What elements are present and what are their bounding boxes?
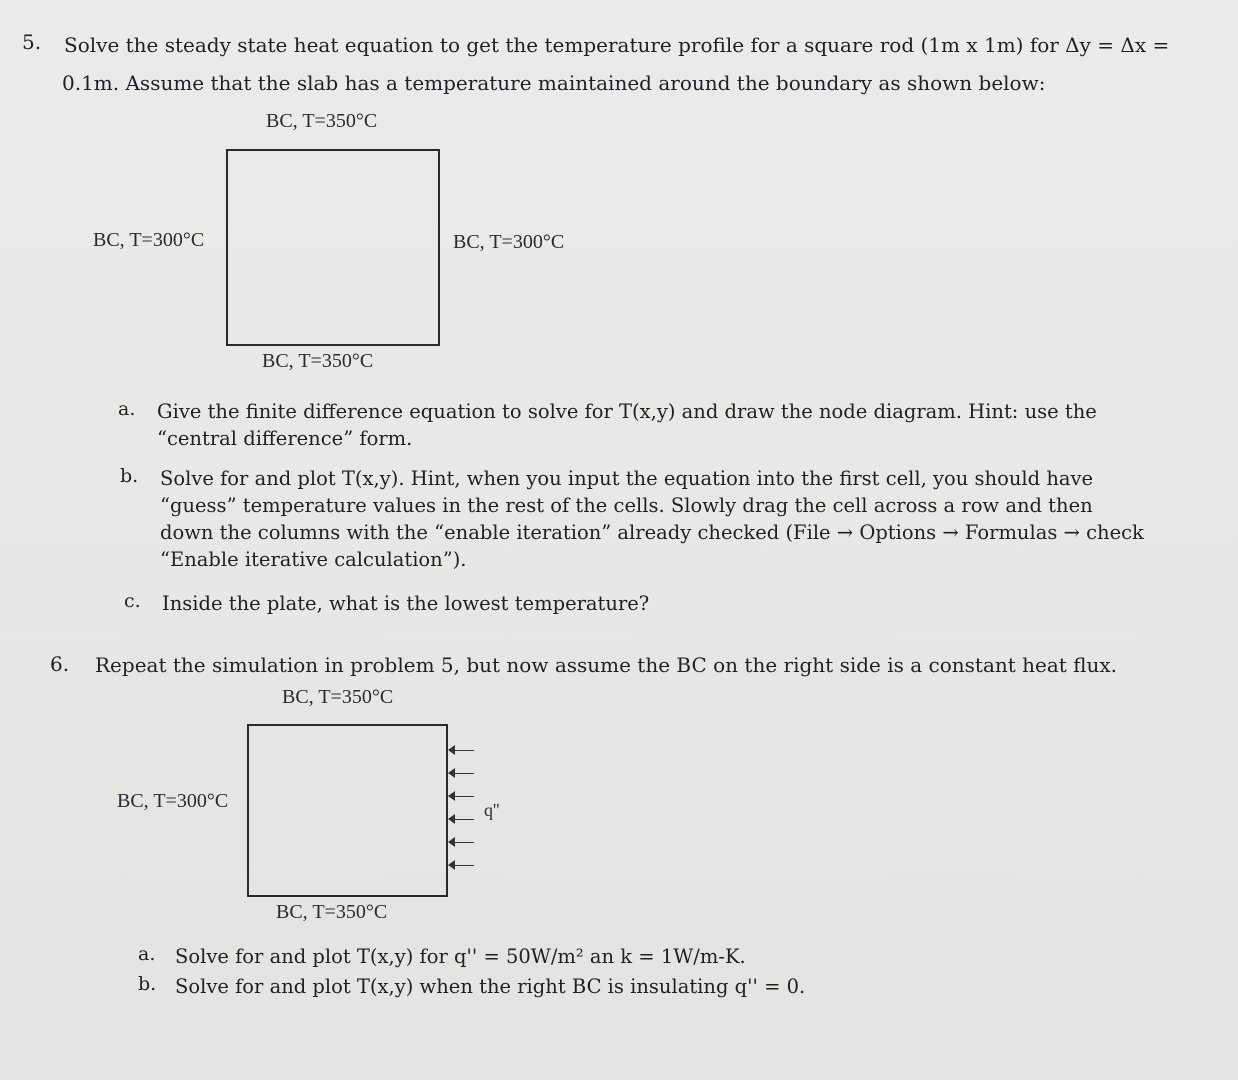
flux-arrow-icon	[450, 842, 474, 843]
p5-part-b-letter: b.	[120, 465, 139, 487]
flux-arrow-icon	[450, 819, 474, 820]
p6-square-rod	[247, 724, 448, 897]
p6-left-bc-label: BC, T=300°C	[117, 790, 229, 812]
p5-square-rod	[226, 149, 440, 346]
p6-bottom-bc-label: BC, T=350°C	[276, 901, 388, 923]
p6-flux-label: q''	[484, 800, 500, 820]
p6-heat-flux-arrows	[448, 740, 488, 880]
flux-arrow-icon	[450, 796, 474, 797]
p5-left-bc-label: BC, T=300°C	[93, 229, 205, 251]
p5-part-b-text: Solve for and plot T(x,y). Hint, when you input the equation into the first cell, you should have “guess” temperature values in the rest of the cells. Slowly drag the cell across a row and then down the columns with the “enable iteration” already checked (File → Options → Formulas → check “Enable iterative calculation”).	[160, 467, 1144, 571]
p5-part-c-letter: c.	[124, 590, 141, 612]
p6-part-a-text: Solve for and plot T(x,y) for q'' = 50W/m² an k = 1W/m-K.	[175, 945, 746, 968]
problem-5-line-2: 0.1m. Assume that the slab has a temperature maintained around the boundary as shown below:	[62, 71, 1046, 95]
p6-part-b-text: Solve for and plot T(x,y) when the right BC is insulating q'' = 0.	[175, 975, 806, 998]
flux-arrow-icon	[450, 865, 474, 866]
p6-part-a-letter: a.	[138, 943, 156, 965]
p5-part-a-letter: a.	[118, 398, 136, 420]
p5-part-c-text: Inside the plate, what is the lowest temperature?	[162, 592, 650, 615]
p5-part-a-text: Give the finite difference equation to solve for T(x,y) and draw the node diagram. Hint: use the “central difference” form.	[157, 400, 1097, 450]
flux-arrow-icon	[450, 750, 474, 751]
problem-5-line-1: Solve the steady state heat equation to get the temperature profile for a square rod (1m x 1m) for Δy = Δx =	[64, 33, 1170, 57]
problem-5-number: 5.	[22, 30, 42, 54]
flux-arrow-icon	[450, 773, 474, 774]
problem-6-line-1: Repeat the simulation in problem 5, but now assume the BC on the right side is a constant heat flux.	[95, 653, 1118, 677]
p5-bottom-bc-label: BC, T=350°C	[262, 350, 374, 372]
p5-top-bc-label: BC, T=350°C	[266, 110, 378, 132]
p6-top-bc-label: BC, T=350°C	[282, 686, 394, 708]
p5-right-bc-label: BC, T=300°C	[453, 231, 565, 253]
p6-part-b-letter: b.	[138, 973, 157, 995]
problem-6-number: 6.	[50, 652, 70, 676]
